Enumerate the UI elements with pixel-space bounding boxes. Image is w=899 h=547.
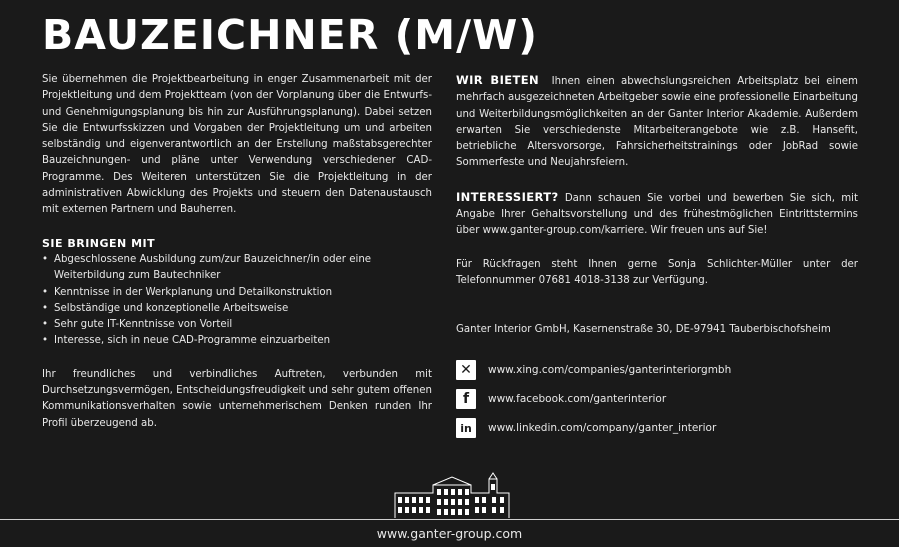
left-column xyxy=(42,72,432,432)
offer-text: Ihnen einen abwechslungsreichen Arbeitsplatz bei einem mehrfach ausgezeichneten Arbeitgeber sowie eine professionelle Einarbeitung und Weiterbildungsmöglichkeiten an der Ganter Interior Akademie. Außerdem erwarten Sie verschiedenste Mitarbeiterangebote wie z.B. Hansefit, betriebliche Altersvorsorge, Fahrsicherheitstrainings oder JobRad sowie Sommerfeste und Neujahrsfeiern. xyxy=(456,76,858,169)
list-item: • Kenntnisse in der Werkplanung und Detailkonstruktion xyxy=(42,285,432,301)
page-title: BAUZEICHNER (M/W) xyxy=(42,11,539,59)
closing-paragraph: Ihr freundliches und verbindliches Auftreten, verbunden mit Durchsetzungsvermögen, Entscheidungsfreudigkeit und sehr gutem offenen Kommunikationsverhalten sowie unternehmerischem Denken runden Ihr Profil überzeugend ab. xyxy=(42,368,432,429)
list-item: • Selbständige und konzeptionelle Arbeitsweise xyxy=(42,301,432,317)
linkedin-icon: in xyxy=(456,418,476,438)
list-item: • Sehr gute IT-Kenntnisse von Vorteil xyxy=(42,317,432,333)
footer-divider xyxy=(0,519,899,520)
xing-link[interactable]: www.xing.com/companies/ganterinteriorgmbh xyxy=(488,364,732,376)
social-linkedin[interactable] xyxy=(456,418,716,438)
list-item: • Abgeschlossene Ausbildung zum/zur Bauzeichner/in oder eine Weiterbildung zum Bautechniker xyxy=(42,252,432,285)
linkedin-link[interactable]: www.linkedin.com/company/ganter_interior xyxy=(488,422,717,434)
facebook-link[interactable]: www.facebook.com/ganterinterior xyxy=(488,393,667,405)
interest-text: Dann schauen Sie vorbei und bewerben Sie sich, mit Angabe Ihrer Gehaltsvorstellung und des frühestmöglichen Eintrittstermins über www.ganter-group.com/karriere. Wir freuen uns auf Sie! xyxy=(456,192,858,237)
social-xing[interactable] xyxy=(456,360,731,380)
interest-heading: INTERESSIERT? xyxy=(456,189,559,204)
requirements-heading: SIE BRINGEN MIT xyxy=(42,236,156,250)
company-address: Ganter Interior GmbH, Kasernenstraße 30, DE-97941 Tauberbischofsheim xyxy=(456,324,831,336)
social-facebook[interactable] xyxy=(456,389,666,409)
xing-icon: ✕ xyxy=(456,360,476,380)
offer-heading: WIR BIETEN xyxy=(456,73,540,87)
requirements-list xyxy=(42,252,432,350)
intro-paragraph: Sie übernehmen die Projektbearbeitung in enger Zusammenarbeit mit der Projektleitung und dem Projektteam (von der Vorplanung über die Entwurfs- und Genehmigungsplanung bis hin zur Ausführungsplanung). Dabei setzen Sie die Entwurfsskizzen und Vorgaben der Projektleitung um und arbeiten selbständig und eigenverantwortlich an der Erstellung maßstabsgerechter Bauzeichnungen- und pläne unter Verwendung verschiedener CAD-Programme. Des Weiteren unterstützen Sie die Projektleitung in der administrativen Abwicklung des Projekts und steuern den Datenaustausch mit externen Partnern und Bauherren. xyxy=(42,74,432,216)
footer-website-link[interactable]: www.ganter-group.com xyxy=(376,526,523,541)
right-column xyxy=(456,72,858,339)
offer-paragraph xyxy=(456,72,858,172)
list-item: • Interesse, sich in neue CAD-Programme einzuarbeiten xyxy=(42,333,432,349)
contact-paragraph: Für Rückfragen steht Ihnen gerne Sonja Schlichter-Müller unter der Telefonnummer 07681 4018-3138 zur Verfügung. xyxy=(456,258,858,286)
interest-paragraph xyxy=(456,189,858,240)
factory-building-icon xyxy=(393,471,511,519)
facebook-icon: f xyxy=(456,389,476,409)
